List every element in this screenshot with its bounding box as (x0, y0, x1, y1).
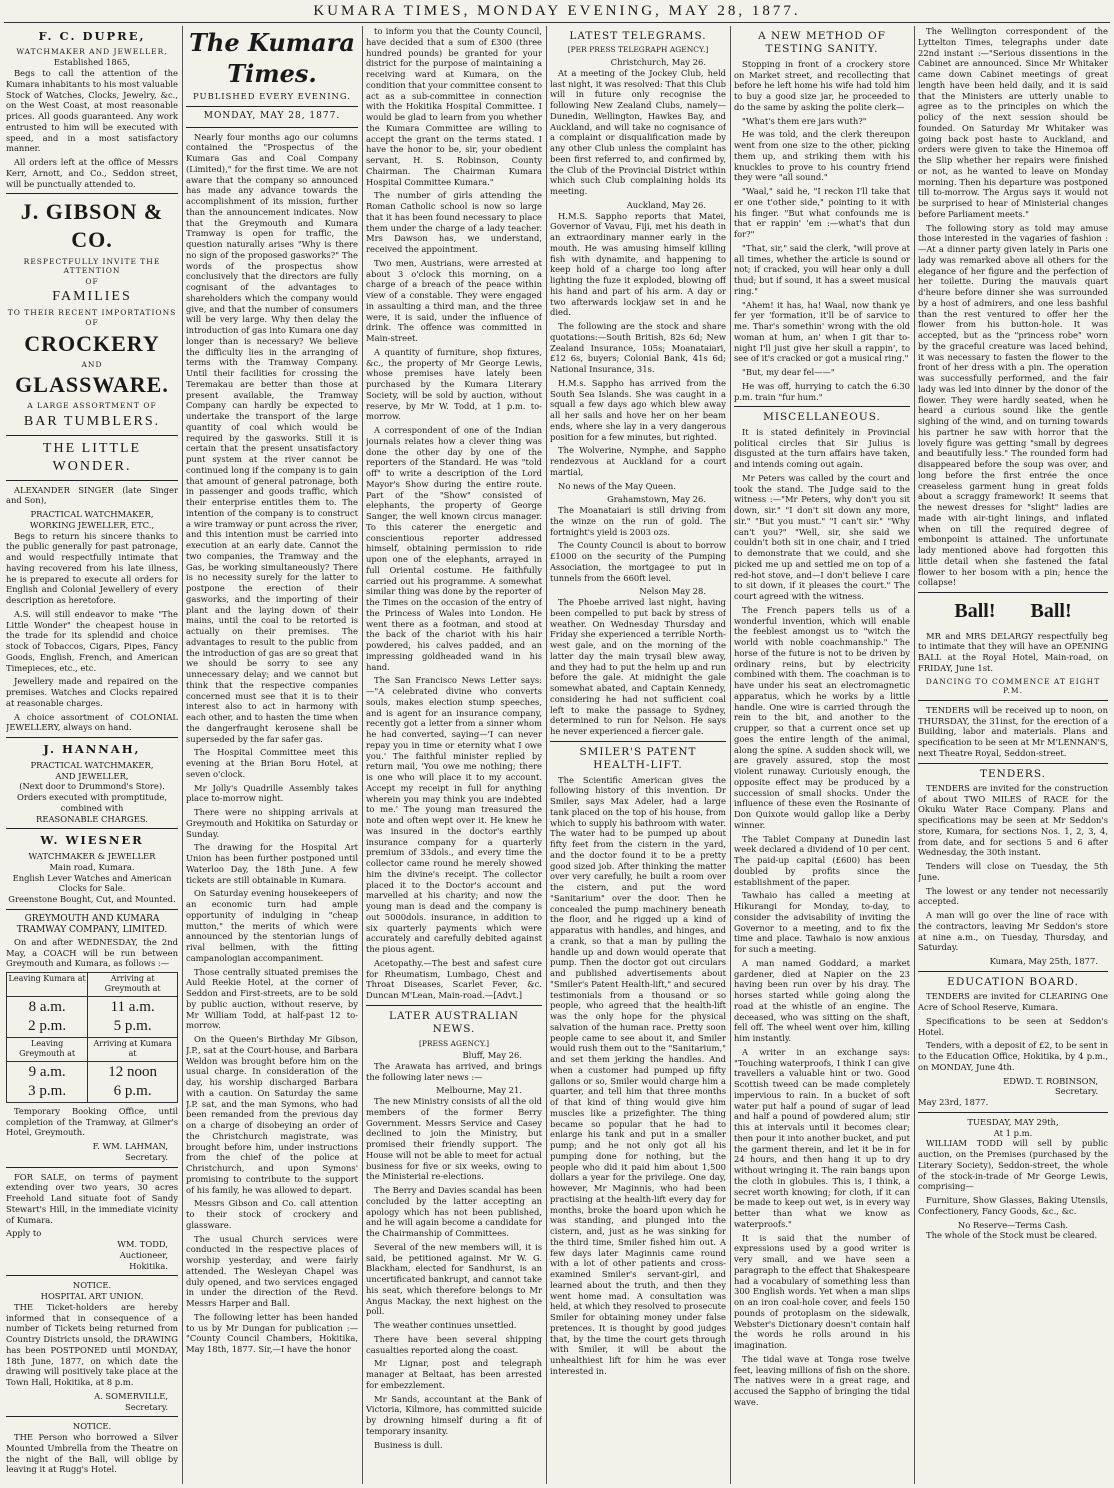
auction-clearance: The whole of the Stock must be cleared. (926, 1230, 1098, 1241)
news-item: The tidal wave at Tonga rose twelve feet, leaving millions of fish on the shore. The natives were in a great rage, and accused the Sappho of bringing the tidal wave. (734, 1353, 910, 1407)
timetable-header: Leaving Kumara at (7, 973, 88, 996)
tramway-booking: Temporary Booking Office, until completion of the Tramway, at Gilmer's Hotel, Greymouth. (6, 1105, 178, 1138)
divider (6, 1167, 178, 1168)
tender-notice: TENDERS will be received up to noon, on THURSDAY, the 31inst, for the erection of a Building, labor and materials. Plans and specification to be seen at Mr M'LENNAN'S, next Theatre Royal, Seddon-street. (918, 704, 1108, 758)
tramway-signature: F. WM. LAHMAN, (92, 1141, 168, 1152)
column-1 (6, 26, 178, 1486)
singer-practical: PRACTICAL WATCHMAKER, (30, 509, 154, 520)
section-heading: A NEW METHOD OF TESTING SANITY. (758, 30, 886, 56)
sale-apply: Apply to (6, 1228, 42, 1239)
column-2 (186, 26, 358, 1486)
divider (6, 435, 178, 436)
timetable-cell: 8 a.m. 2 p.m. (7, 996, 88, 1037)
section-heading: LATEST TELEGRAMS. (569, 30, 707, 42)
column-3 (366, 26, 542, 1486)
timetable-header: Arriving at Greymouth at (88, 973, 178, 996)
gibson-name: J. GIBSON & CO. (20, 199, 164, 253)
art-union-heading: HOSPITAL ART UNION. (40, 1291, 144, 1302)
hannah-combined: combined with (60, 802, 124, 813)
wiesner-name: W. WIESNER (40, 833, 144, 848)
news-item: It is stated definitely in Provincial political circles that Sir Julius is disgusted at the turn affairs have taken, and intends coming out again. (734, 426, 910, 470)
article-text: "Waal," said he, "I reckon I'll take that er one t'other side," pointing to it with his finger. "But what confounds me is that er rappin' 'em :—what's that dun for?" (734, 186, 910, 240)
ball-dancing: DANCING TO COMMENCE AT EIGHT P.M. (925, 676, 1101, 696)
divider (918, 592, 1108, 593)
gibson-of: OF (85, 276, 99, 286)
dateline: Nelson May 28. (639, 586, 706, 597)
dateline: Bluff, May 26. (462, 1050, 522, 1061)
news-item: The following story as told may amuse those interested in the vagaries of fashion :—At a dinner party given lately in Paris one lady was remarked above all others for the elegance of her figure and the perfection of her toilette. During the mauvais quart d'heure before dinner she was surrounded by a host of admirers, and one less bashful than the rest ventured to offer her the flower from his button-hole. It was accepted, but as the "princess robe" worn by the graceful creature was laced behind, it was necessary to fasten the flower to the front of her dress with a pin. The operation was successfully performed, and the fair lady was led into dinner by the donor of the flower. They were hardly seated, when he heard a curious sound like the gentle sighing of the wind, and on turning towards his partner he saw with horror that the lovely figure was getting "small by degrees and beautifully less." The rounded form had disappeared before the soup was over, and long before the first entrée the once creaseless garment hung in great folds about a scraggy framework! It seems that the newest dresses for "slight" ladies are made with air-tight linings, and inflated when on till the required degree of embonpoint is attained. The unfortunate lady mentioned above had forgotten this little detail when she fastened the fatal flower to her bosom with a pin; hence the collapse! (918, 222, 1108, 588)
timetable-header: Arriving at Kumara at (88, 1038, 178, 1061)
news-item: Mr Peters was called by the court and took the stand. The Judge said to the witness :—"Mr Peters, why don't you sit down, sir." "I don't sit down any more, sir." "But you must." "I can't sir." "Why can't you?" "Well, sir, she said we couldn't both sit in one chair, and I tried to demonstrate that we could, and she picked me up and settled me on top of a red-hot stove, and—I don't believe I care to sit down, if it pleases the court." The court agreed with the witness. (734, 472, 910, 602)
auction-date: TUESDAY, MAY 29th, (967, 1116, 1059, 1127)
news-item: The Wellington correspondent of the Lyttelton Times, telegraphs under date 22nd instant :—"Serious dissentions in the Cabinet are announced. Since Mr Whitaker came down Cabinet meetings of great length have been held daily, and it is said that the Ministers are utterly unable to agree as to the principles on which the policy of the next session should be founded. On Saturday Mr Whitaker was going back post haste to Auckland, and orders were given to take the Hinemoa off the Slip whether her repairs were finished or not, as he wanted to leave on Monday morning. Then his departure was postponed till to-morrow. The Argus says it would not be surprised to hear of Ministerial changes before Parliament meets." (918, 26, 1108, 219)
auction-items: Furniture, Show Glasses, Baking Utensils, Confectionery, Fancy Goods, &c., &c. (918, 1195, 1108, 1216)
masthead-rule (4, 22, 1110, 23)
tramway-title: GREYMOUTH AND KUMARA TRAMWAY COMPANY, LIMITED. (16, 913, 168, 936)
wiesner-road: Main road, Kumara. (49, 861, 135, 872)
column-rule (730, 26, 731, 1484)
dateline: Auckland, May 26. (626, 199, 706, 210)
ball-heading: Ball! Ball! (954, 600, 1072, 622)
section-heading: MISCELLANEOUS. (763, 411, 881, 424)
dateline: Grahamstown, May 26. (607, 494, 706, 505)
notice-heading: NOTICE. (72, 1280, 112, 1291)
news-item: The new Ministry consists of all the old members of the former Berry Government. Messrs Service and Casey declined to join the Ministry, but promised their friendly support. The House will not be able to meet for actual business for five or six weeks, owing to the Ministerial re-elections. (366, 1096, 542, 1182)
column-6 (918, 26, 1108, 1486)
dupre-name: F. C. DUPRE, (38, 29, 146, 43)
art-union-signature: A. SOMERVILLE, (94, 1390, 168, 1401)
telegram: No news of the May Queen. (558, 480, 676, 491)
divider (6, 480, 178, 481)
divider (918, 763, 1108, 764)
tender-notice: Tenders will close on Tuesday, the 5th June. (918, 861, 1108, 882)
wonder-title: THE LITTLE WONDER. (42, 440, 142, 474)
tender-notice: A man will go over the line of race with the contractors, leaving Mr Seddon's store at nine a.m., on Tuesday, Thursday, and Saturday. (918, 910, 1108, 953)
hannah-practical: PRACTICAL WATCHMAKER, (30, 759, 154, 770)
divider (186, 127, 358, 128)
news-item: It is said that the number of expressions used by a good writer is very small, and we have seen a paragraph to the effect that Shakespeare had a vocabulary of something less than 300 English words. Yet when a man slips on an iron coal-hole cover, and feels 150 pounds of protoplasm on the sidewalk, Webster's Dictionary doesn't contain half the words he rolls around in his imagination. (734, 1232, 910, 1351)
coach-timetable (6, 972, 178, 1103)
issue-date: MONDAY, MAY 28, 1877. (203, 111, 341, 122)
wiesner-greenstone: Greenstone Bought, Cut, and Mounted. (8, 894, 176, 905)
agency-label: [PRESS AGENCY.] (418, 1038, 490, 1048)
section-heading: LATER AUSTRALIAN NEWS. (389, 1009, 519, 1036)
telegram: The Wolverine, Nymphe, and Sappho rendezvous at Auckland for a court martial, (550, 445, 726, 477)
news-item: Business is dull. (374, 1439, 443, 1450)
column-rule (546, 26, 547, 1484)
news-item: The Berry and Davies scandal has been concluded by the latter accepting an apology which has not been published, and he will again become a candidate for the Chairmanship of Committees. (366, 1185, 542, 1239)
wiesner-title: WATCHMAKER & JEWELLER (28, 851, 156, 862)
news-item: There were no shipping arrivals at Greymouth and Hokitika on Saturday or Sunday. (186, 807, 358, 839)
news-item: Mr Jolly's Quadrille Assembly takes place to-morrow night. (186, 782, 358, 804)
news-item: On the Queen's Birthday Mr Gibson, J.P., sat at the Court-house, and Barbara Weldon was brought before him on the usual charge. In consideration of the day, his worship discharged Barbara with a caution. On Saturday the same J.P. sat, and the man Symons, who had been remanded from the previous day on a charge of disobeying an order of the Christchurch magistrate, was brought before him, under instructions from the chief of the police at Christchurch, and upon Symons' promising to contribute to the support of his family, he was allowed to depart. (186, 1034, 358, 1195)
column-rule (362, 26, 363, 1484)
art-union-text: THE Ticket-holders are hereby informed that in consequence of a number of Tickets being returned from Country Districts unsold, the DRAWING has been POSTPONED until MONDAY, 18th June, 1877, on which date the drawing will positively take place at the Town Hall, Hokitika, at 8 p.m. (6, 1301, 178, 1388)
tramway-secretary: Secretary. (125, 1151, 168, 1162)
news-item: A man named Goddard, a market gardener, died at Napier on the 23 having been run over by his dray. The horses started while going along the road at the whistle of an engine. The deceased, who was sitting on the shaft, fell off. The wheel went over him, killing him instantly. (734, 957, 910, 1044)
news-item: There have been several shipping casualties reported along the coast. (366, 1333, 542, 1355)
gibson-to: TO THEIR RECENT IMPORTATIONS OF (7, 308, 177, 327)
singer-colonial: A choice assortment of COLONIAL JEWELLERY, always on hand. (6, 711, 178, 733)
news-item: The usual Church services were conducted in the respective places of worship yesterday, and were fairly attended. The Wesleyan Chapel was duly opened, and two services engaged in under the direction of the Revd. Messrs Harper and Ball. (186, 1233, 358, 1309)
telegram: At a meeting of the Jockey Club, held last night, it was resolved: That this Club will in future only recognise the following New Zealand Clubs, namely—Dunedin, Wellington, Hawkes Bay, and Auckland, and will take no cognisance of a complaint or disqualification made by any other Club unless the complaint has been first referred to, and confirmed by, the Club of the Provincial District within which such Club complaining holds its meeting. (550, 67, 726, 197)
sale-notice: FOR SALE, on terms of payment extending over two years, 30 acres Freehold Land situate foot of Sandy Stewart's Hill, in the immediate vicinity of Kumara. (6, 1171, 178, 1225)
sale-auctioneer: Auctioneer, (119, 1249, 168, 1260)
news-item: A writer in an exchange says: "Touching waterproofs, I think I can give travellers a valuable hint or two. Good Scottish tweed can be made completely impervious to rain. In a bucket of soft water put half a pound of sugar of lead and half a pound of powdered alum; stir this at intervals until it becomes clear; then pour it into another bucket, and put the garment therein, and let it be in for 24 hours, and then hang it up to dry without wringing it. The rain bangs upon the cloth in globules. This is, I think, a secret worth knowing; for cloth, if it can be made to keep out wet, is in every way better than what we know as waterproofs." (734, 1046, 910, 1229)
singer-name: ALEXANDER SINGER (late Singer and Son), (6, 484, 178, 506)
article-text: Stopping in front of a crockery store on Market street, and recollecting that before he left home his wife had told him to buy a good size jar, he proceeded to do the same by asking the polite clerk— (734, 58, 910, 112)
news-item: to inform you that the County Council, have decided that a sum of £300 (three hundred pounds) be granted for your district for the purpose of maintaining a receiving ward at Kumara, on the condition that your committee consent to act as a sub-committee in connection with the Hokitika Hospital Committee. I would be glad to learn from you whether the Kumara Committee are willing to accept the grant on the terms stated. I have the honor to be, sir, your obedient servant, H. S. Robinson, County Chairman. The Chairman Kumara Hospital Committee Kumara." (366, 26, 542, 187)
edu-secretary: Secretary. (1055, 1086, 1098, 1097)
auction-time: At 1 p.m. (993, 1127, 1033, 1138)
news-item: The Hospital Committee meet this evening at the Brian Boru Hotel, at seven o'clock. (186, 747, 358, 779)
newspaper-title: The Kumara Times. (189, 28, 355, 88)
advertisement: Acetopathy.—The best and safest cure for Rheumatism, Lumbago, Chest and Throat Diseases, Scarlet Fever, &c. Duncan M'Lean, Main-road.—[Advt.] (366, 957, 542, 1000)
news-item: On Saturday evening housekeepers of an economic turn had ample opportunity of indulging in "cheap mutton," the merits of which were announced by the stentorian lungs of rival bellmen, with the fitting campanologian accompaniment. (186, 888, 358, 963)
wiesner-lever: English Lever Watches and American Clocks for Sale. (12, 872, 172, 894)
news-item: Those centrally situated premises the Auld Reekie Hotel, at the corner of Seddon and First-streets, are to be sold by public auction, without reserve, by Mr William Todd, at half-past 12 to-morrow. (186, 966, 358, 1031)
singer-wonder: A.S. will still endeavor to make "The Little Wonder" the cheapest house in the trade for its splendid and choice stock of Tobaccos, Cigars, Pipes, Fancy Goods, English, French, and American Timepieces, etc., etc. (6, 608, 178, 673)
hannah-name: J. HANNAH, (43, 742, 141, 757)
auction-terms: No Reserve—Terms Cash. (957, 1219, 1069, 1230)
column-5 (734, 26, 910, 1486)
agency-label: [PER PRESS TELEGRAPH AGENCY.] (567, 45, 709, 55)
news-item: The drawing for the Hospital Art Union has been further postponed until Waterloo Day, the 18th June. A few tickets are still obtainable in Kumara. (186, 842, 358, 885)
column-rule (182, 26, 183, 1484)
ball-notice: MR and MRS DELARGY respectfully beg to intimate that they will have an OPENING BALL at the Royal Hotel, Main-road, on FRIDAY, June 1st. (918, 630, 1108, 673)
telegram: H.M.s. Sappho has arrived from the South Sea Islands. She was caught in a squall a few days ago which blew away all her sails and hove her on her beam ends, where she lay in a very dangerous position for a few minutes, but righted. (550, 377, 726, 442)
gibson-crockery: CROCKERY (24, 330, 160, 356)
news-item: Two men, Austrians, were arrested at about 3 o'clock this morning, on a charge of a breach of the peace within view of a constable. They were engaged in assaulting a third man, and the three were, it is said, under the influence of drink. The offence was committed in Main-street. (366, 257, 542, 343)
divider (6, 828, 178, 829)
tender-notice: Tenders, with a deposit of £2, to be sent in to the Education Office, Hokitika, by 4 p.m., on MONDAY, June 4th. (918, 1040, 1108, 1072)
masthead: KUMARA TIMES, MONDAY EVENING, MAY 28, 1877. (313, 3, 801, 19)
news-item: A quantity of furniture, shop fixtures, &c., the property of Mr George Lewis, whose premises have lately been purchased by the Kumara Literary Society, will be sold by auction, without reserve, by Mr W. Todd, at 1 p.m. to-morrow. (366, 346, 542, 422)
timetable-cell: 9 a.m. 3 p.m. (7, 1061, 88, 1102)
news-item: The following letter has been handed to us by Mr Dungan for publication :— "County Council Chambers, Hokitika, May 18th, 1877. Sir,—I have the honor (186, 1311, 358, 1355)
sale-signature: WM. TODD, (117, 1239, 168, 1250)
published-every-evening: PUBLISHED EVERY EVENING. (193, 91, 351, 102)
edu-date: May 23rd, 1877. (918, 1097, 989, 1108)
divider (6, 1416, 178, 1417)
divider (6, 909, 178, 910)
edu-signature: EDWD. T. ROBINSON, (1003, 1075, 1098, 1086)
news-item: Messrs Gibson and Co. call attention to their stock of crockery and glassware. (186, 1198, 358, 1230)
gibson-large: A LARGE ASSORTMENT OF (27, 401, 157, 411)
dupre-orders: All orders left at the office of Messrs Kerr, Arnott, and Co., Seddon street, will be punctually attended to. (6, 157, 178, 189)
news-item: The Tablet Company at Dunedin last week declared a dividend of 10 per cent. The paid-up capital (£600) has been doubled by profits since the establishment of the paper. (734, 833, 910, 887)
hannah-orders: Orders executed with promptitude, (17, 792, 167, 803)
divider (6, 737, 178, 738)
article-text: "Ahem! it has, ha! Waal, now thank ye fer yer 'formation, it'll be of sarvice to me. Thar's somethin' wrong with the old woman at hum, an' when I git thar to-night I'll just give her skull a rappin', to see of it's cracked or got a musical ring." (734, 299, 910, 364)
gibson-and: AND (81, 359, 103, 369)
hannah-next: (Next door to Drummond's Store). (19, 781, 165, 792)
telegram: H.M.S. Sappho reports that Matei, Governor of Vavau, Fiji, met his death in an extraordinary manner early in the mouth. He was amusing himself killing fish with dynamite, and happening to keep hold of a charge too long after lighting the fuze it exploded, blowing off his hand and part of his arm. A day or two afterwards lockjaw set in and he died. (550, 210, 726, 318)
column-rule (914, 26, 915, 1484)
gibson-invite: RESPECTFULLY INVITE THE ATTENTION (23, 256, 161, 276)
singer-working: WORKING JEWELLER, ETC., (29, 519, 155, 530)
dateline: Melbourne, May 21. (436, 1085, 522, 1096)
divider (186, 106, 358, 107)
telegram: The following are the stock and share quotations:—South British, 82s 6d; New Zealand Insurance, 105s; Moanataiari, £12 6s, buyers; Colonial Bank, 41s 6d; National Insurance, 31s. (550, 321, 726, 375)
divider (6, 193, 178, 194)
dateline: Christchurch, May 26. (610, 57, 706, 68)
dupre-text: Begs to call the attention of the Kumara inhabitants to his most valuable Stock of Watches, Clocks, Jewelry, &c., on the West Coast, at most reasonable prices. All goods guaranteed. Any work entrusted to him will be executed with speed, and in a most satisfactory manner. (6, 68, 178, 154)
telegram: The Phoebe arrived last night, having been compelled to put back by stress of weather. On Wednesday Thursday and Friday she experienced a terrible North-west gale, and on the morning of the latter day the main trysail blew away, and they had to put the helm up and run before the gale. At midnight the gale somewhat abated, and Captain Kennedy, considering he had not sufficient coal left to make the passage to Sydney, determined to run for Nelson. He says he never experienced a fiercer gale. (550, 597, 726, 737)
news-item: Several of the new members will, it is said, be petitioned against. Mr W. G. Blackham, elected for Sandhurst, is an uncertificated bankrupt, and cannot take his seat, which therefore belongs to Mr Angus Mackay, the next highest on the poll. (366, 1241, 542, 1317)
column-4 (550, 26, 726, 1486)
article-text: The Scientific American gives the following history of this invention. Dr Smiler, says Max Adeler, had a large tank placed on the top of his house, from which to supply his bathroom with water. The water had to be pumped up about fifty feet from the cistern in the yard, and the doctor found it to be a pretty good sized job. After thinking the matter over very carefully, he built a room over the cistern, and put the word "Sanitarium" over the door. Then he concealed the pump machinery beneath the floor, and he rigged up a kind of apparatus with handles, and hinges, and a crank, so that a man by pulling the handle up and down would operate that pump. Then the doctor got out circulars and published advertisements about "Smiler's Patent Health-lift," and secured testimonials from a thousand or so people, who agreed that the health-lift was the only hope for the physical salvation of the human race. Pretty soon people came to see about it, and Smiler would rush them out to the "Sanitarium," and set them jerking the handles. And when a customer had pumped up fifty gallons or so, Smiler would charge him a quarter, and tell him that three months of that kind of thing would give him muscles like a prizefighter. The thing became so popular that he had to enlarge his tank and put in a smaller pump; and he not only got all his pumping done for nothing, but the people who did it paid him about 1,500 dollars a year for the privilege. One day, however, Mr Maginnis, who had been practising at the health-lift every day for months, broke the board upon which he was standing, and plunged into the cistern, and, just as he was sinking for the third time, Smiler fished him out. A few days later Maginnis came round with a lot of other patients and cross-examined Smiler's servant-girl, and learned about the truth, and then they went home mad. A consultation was held, at which they resolved to prosecute Smiler for obtaining money under false pretences. It is thought by good judges that, by the time the court gets through with Smiler, it will be about the unhealthiest lift for him he was ever interested in. (550, 774, 726, 1376)
dupre-title: WATCHMAKER AND JEWELLER, (16, 46, 168, 56)
gibson-families: FAMILIES (52, 289, 132, 305)
divider (734, 406, 910, 407)
divider (6, 1275, 178, 1276)
hannah-jeweller: AND JEWELLER, (55, 770, 129, 781)
tender-notice: Specifications to be seen at Seddon's Hotel. (918, 1015, 1108, 1037)
tender-notice: TENDERS are invited for the construction of about TWO MILES of RACE for the Okuku Water Race Company. Plans and specifications may be seen at Mr Seddon's store, Kumara, for sections Nos. 1, 2, 3, 4, from date, and for sections 5 and 6 after Wednesday, the 30th instant. (918, 782, 1108, 858)
article-text: He was off, hurrying to catch the 6.30 p.m. train "fur hum." (734, 380, 910, 402)
tender-notice: TENDERS are invited for CLEARING One Acre of School Reserve, Kumara. (918, 991, 1108, 1013)
divider (918, 700, 1108, 701)
singer-jewellery: Jewellery made and repaired on the premises. Watches and Clocks repaired at reasonable charges. (6, 676, 178, 708)
section-heading: TENDERS. (979, 767, 1046, 780)
news-item: A correspondent of one of the Indian journals relates how a clever thing was done the other day by one of the reporters of the Standard. He was "told off" to write a description of the Lord Mayor's Show during the entire route. Part of the "Show" consisted of elephants, the property of George Sanger, the well known circus manager. To this caterer the energetic and conscientious reporter addressed himself, obtaining permission to ride upon one of the elephants, arrayed in full Oriental costume. He faithfully carried out his programme. A somewhat similar thing was done by the reporter of the Times on the occasion of the entry of the Princess of Wales into London. He went there as a footman, and stood at the back of the chariot with his hair powdered, his calves padded, and an impressing goldheaded wand in his hand. (366, 425, 542, 672)
news-item: Mr Sands, accountant at the Bank of Victoria, Kilmore, has committed suicide by drowning himself during a fit of temporary insanity. (366, 1393, 542, 1436)
section-heading: EDUCATION BOARD. (947, 975, 1079, 988)
section-heading: SMILER'S PATENT HEALTH-LIFT. (579, 745, 697, 772)
tender-date: Kumara, May 25th, 1877. (989, 956, 1098, 967)
sale-hokitika: Hokitika. (129, 1260, 168, 1271)
news-item: The weather continues unsettled. (374, 1320, 517, 1331)
telegram: The Moanataiari is still driving from the winze on the run of gold. The fortnight's yield is 2003 ozs. (550, 505, 726, 537)
divider (366, 1005, 542, 1006)
timetable-header: Leaving Greymouth at (7, 1038, 88, 1061)
news-item: The San Francisco News Letter says: —"A celebrated divine who converts souls, makes election stump speeches, and is agent for an insurance company, recently got a letter from a sinner whom he had converted, saying—'I can never repay you in time or eternity what I owe you.' The faithful minister replied by return mail, 'You owe me nothing; there is one who will place it to my account. Accept my receipt in full for anything wherein you may think you are indebted to me.' The young man treasured the note and often wept over it. He knew he was insured in the doctor's earthly insurance company for a quarterly premium of 33dols., and every time the collector came round he merely showed him the divine's receipt. The collector placed it to the Doctor's account and marvelled at his charity; and now the young man is dead and the company is out 5000dols. insurance, in addition to six quarterly payments which were accurately and carefully debited against the pious agent. (366, 675, 542, 954)
article-text: He was told, and the clerk thereupon went from one size to the other, picking them up, and striking them with his knuckles to prove to his country friend they were "all sound." (734, 129, 910, 183)
article-text: "But, my dear fel——" (742, 367, 835, 378)
gibson-bar: BAR TUMBLERS. (23, 414, 161, 429)
article-text: "That, sir," said the clerk, "will prove at all times, whether the article is sound or not; if cracked, you will hear only a dull thud; but if sound, it has a sweet musical ring." (734, 242, 910, 296)
dupre-established: Established 1865, (53, 57, 131, 68)
news-item: Tawhaio has called a meeting at Hikurangi for Monday, to-day, to consider the advisability of inviting the Governor to a meeting, and to fix the time and place. Tawhaio is now anxious for such a meeting. (734, 890, 910, 955)
timetable-cell: 12 noon 6 p.m. (88, 1061, 178, 1102)
telegram: The County Council is about to borrow £1000 on the security of the Pumping Association, the mortgagee to put in tunnels from the 660ft level. (550, 540, 726, 583)
tender-notice: The lowest or any tender not necessarily accepted. (918, 885, 1108, 907)
hannah-reasonable: REASONABLE CHARGES. (36, 813, 148, 824)
news-item: The French papers tells us of a wonderful invention, which will enable the feeblest amongst us to "witch the world with noble coachmanship." The horse of the future is not to be driven by ordinary reins, but by electricity combined with them. The coachman is to have under his seat an electromagnetic apparatus, which he works by a little handle. One wire is carried through the rein to the bit, and another to the crupper, so that a current once set up goes the entire length of the animal, along the spine. A sudden shock will, we are gravely assured, stop the most violent runaway. Curiously enough, the opposite effect may be produced by a succession of small shocks. Under the influence of these even the Rosinante of Don Quixote would gallop like a Derby winner. (734, 604, 910, 830)
news-item: The Arawata has arrived, and brings the following later news :— (366, 1060, 542, 1082)
divider (550, 741, 726, 742)
art-union-secretary: Secretary. (125, 1401, 168, 1412)
umbrella-notice: THE Person who borrowed a Silver Mounted Umbrella from the Theatre on the night of the Ball, will oblige by leaving it at Rugg's Hotel. (6, 1432, 178, 1475)
auction-notice: WILLIAM TODD will sell by public auction, on the Premises (purchased by the Literary Society), Seddon-street, the whole of the stock-in-trade of Mr George Lewis, comprising— (918, 1138, 1108, 1192)
timetable-cell: 11 a.m. 5 p.m. (88, 996, 178, 1037)
gibson-glassware: GLASSWARE. (15, 372, 169, 398)
news-item: Mr Lignar, post and telegraph manager at Beltaat, has been arrested for embezzlement. (366, 1358, 542, 1390)
notice-heading: NOTICE. (72, 1421, 112, 1432)
news-item: The number of girls attending the Roman Catholic school is now so large that it has been found necessary to place them under the charge of a lady teacher. Mrs Dawson has, we understand, received the appointment. (366, 190, 542, 254)
article-text: "What's them ere jars wuth?" (742, 115, 867, 126)
gas-editorial: Nearly four months ago our columns contained the "Prospectus of the Kumara Gas and Coal Company (Limited)," for the first time. We are not aware that the company so announced has made any advance towards the accomplishment of its mission, further than the announcement indicates. Now that the Greymouth and Kumara Tramway is open for traffic, the question naturally arises "Why is there no sign of the proposed gasworks?" The words of the prospectus show conclusively that the directors are fully cognisant of the advantages to shareholders which the company would give, and that the number of consumers will be very large. Why then delay the introduction of gas into Kumara one day longer than is necessary? We believe the difficulty lies in the arranging of terms with the Tramway Company. Until their facilities for crossing the Teremakau are better than those at present available, the Tramway Company can hardly be expected to undertake the transport of the large quantity of coal which would be required by the gasworks. Still it is certain that the present unsatisfactory punt system at the river cannot be continued long if the company is to gain that amount of general patronage, both in passenger and goods traffic, which their enterprise entitles them to. The intention of the company is to construct a wire tramway or punt across the river, and this intention must be carried into execution at an early date. Cannot the two companies, the Tramway and the Gas, be working simultaneously? There is no necessity surely for the latter to postpone the erection of their gasworks, and the importing of their plant and the laying down of their mains, until the coal to be retorted is actually on their premises. The advantages to result to the public from the introduction of gas are so great that we should be sorry to see any unnecessary delay; and we cannot but think that the respective companies concerned must see that it is to their interest also to act in harmony with each other, and to hasten the time when the dangerfraught kerosene shall be superseded by the far safer gas. (186, 131, 358, 744)
divider (918, 971, 1108, 972)
singer-text: Begs to return his sincere thanks to the public generally for past patronage, and would respectfully intimate that having recovered from his late illness, he is prepared to execute all orders for English and Colonial Jewellery of every description as heretofore. (6, 530, 178, 606)
divider (918, 1112, 1108, 1113)
tramway-notice: On and after WEDNESDAY, the 2nd May, a COACH will be run between Greymouth and Kumara, as follows :— (6, 936, 178, 969)
